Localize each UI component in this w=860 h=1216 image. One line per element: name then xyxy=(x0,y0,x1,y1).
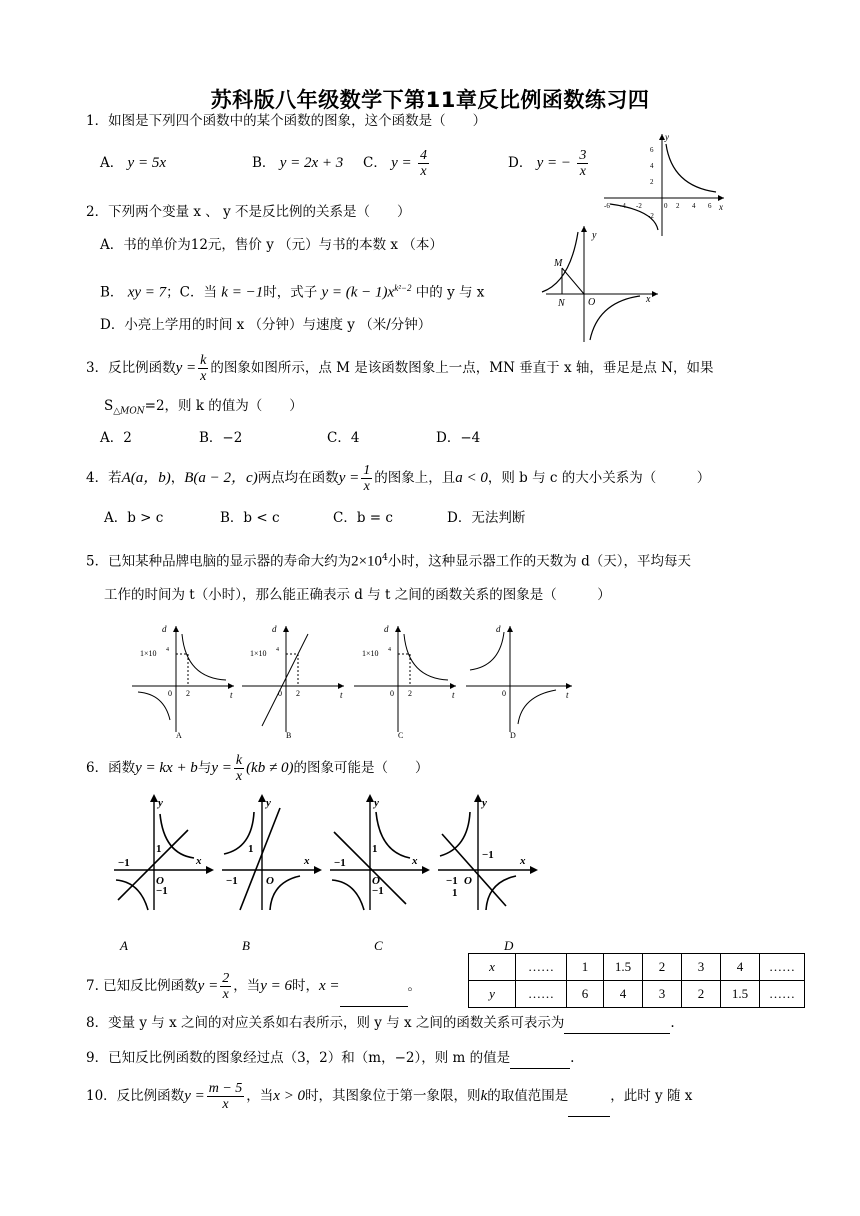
q6-post: 的图象可能是（ ） xyxy=(293,760,429,776)
fraction-numerator: k xyxy=(235,753,243,768)
q1-graph-ytick: -2 xyxy=(648,212,654,220)
q5-c-val-exp: 4 xyxy=(388,647,391,653)
q7-cond: y = 6 xyxy=(260,978,292,994)
q6-d-o: O xyxy=(464,875,472,887)
q5-lifetime-exp: 4 xyxy=(382,553,388,563)
q3-pre: 3．反比例函数 xyxy=(86,360,176,376)
q2-option-c-expr: y = (k − 1)x xyxy=(321,284,395,301)
q3-option-b[interactable]: B．−2 xyxy=(199,430,243,446)
q6-a-neg-one-2: −1 xyxy=(156,885,168,897)
table-cell: …… xyxy=(516,954,567,981)
q1-graph-xtick: -6 xyxy=(604,202,610,210)
fraction-denominator: x xyxy=(363,479,370,494)
q1-graph-xtick: 4 xyxy=(692,202,696,210)
q7-frac-pre: y = xyxy=(197,978,219,994)
table-cell: 3 xyxy=(643,981,682,1008)
q6-b-one: 1 xyxy=(248,843,254,855)
q6-d-letter: D xyxy=(504,938,514,953)
q7-answer-blank[interactable] xyxy=(340,966,408,1007)
q1-graph-xtick: 0 xyxy=(664,202,668,210)
q10-pre: 10．反比例函数 xyxy=(86,1088,185,1104)
table-cell: y xyxy=(469,981,516,1008)
q5-a-zero: 0 xyxy=(168,689,172,698)
q3-graph xyxy=(540,222,662,344)
q5-a-d: d xyxy=(162,624,167,634)
q5-d-t: t xyxy=(566,690,569,700)
table-cell: …… xyxy=(760,954,805,981)
fraction-denominator: x xyxy=(579,164,586,179)
q7-post: 。 xyxy=(407,978,422,994)
q1-option-a[interactable] xyxy=(100,153,166,173)
q6-a-x: x xyxy=(196,855,202,867)
q7-mid2: 时， xyxy=(291,978,319,994)
q3-graph-x-label: x xyxy=(646,294,651,305)
q9-text: 9．已知反比例函数的图象经过点（3，2）和（m，−2），则 m 的值是 xyxy=(86,1050,511,1066)
table-cell: 1.5 xyxy=(721,981,760,1008)
q5-c-val: 1×10 xyxy=(362,649,379,658)
q1-option-d-label: D． xyxy=(508,155,533,171)
fraction-denominator: x xyxy=(222,1097,229,1112)
q6-stem xyxy=(86,748,428,788)
q6-b-o: O xyxy=(266,875,274,887)
q2-stem: 2．下列两个变量 x 、 y 不是反比例的关系是（ ） xyxy=(86,204,411,220)
q1-option-d-pre: y = − xyxy=(536,155,572,171)
q6-b-y: y xyxy=(266,797,271,809)
q5-b-val: 1×10 xyxy=(250,649,267,658)
q6-c-letter: C xyxy=(374,938,383,953)
q8-text: 8．变量 y 与 x 之间的对应关系如右表所示，则 y 与 x 之间的函数关系可表示为 xyxy=(86,1015,565,1031)
q6-d-neg-one-2: −1 xyxy=(446,875,458,887)
q2-option-c-exp: k²−2 xyxy=(394,283,412,293)
q5-d-zero: 0 xyxy=(502,689,506,698)
q1-graph-xtick: 2 xyxy=(676,202,680,210)
q3-graph-origin: O xyxy=(588,297,596,308)
q7-pre: 7. 已知反比例函数 xyxy=(86,978,198,994)
q6-a-y: y xyxy=(158,797,163,809)
q3-option-a[interactable]: A．2 xyxy=(100,430,132,446)
q4-cond: a < 0 xyxy=(455,470,488,486)
q3-s: S xyxy=(104,398,114,414)
q1-option-a-expr: y = 5x xyxy=(127,155,166,171)
table-cell: …… xyxy=(760,981,805,1008)
q6-b-letter: B xyxy=(242,938,250,953)
fraction-denominator: x xyxy=(222,987,229,1002)
q3-s-sub: △MON xyxy=(113,406,145,417)
q5-d-d: d xyxy=(496,624,501,634)
q6-c-neg-one: −1 xyxy=(334,857,346,869)
q4-frac-pre: y = xyxy=(338,470,360,486)
q6-fraction xyxy=(234,753,244,784)
table-cell: 1 xyxy=(567,954,604,981)
value-table xyxy=(468,953,805,1008)
table-cell: 2 xyxy=(682,981,721,1008)
q6-graph-d[interactable] xyxy=(438,794,538,910)
q9-answer-blank[interactable] xyxy=(510,1048,570,1069)
q1-graph-xtick: -4 xyxy=(620,202,626,210)
q6-c-one: 1 xyxy=(372,843,378,855)
q2-option-b-expr: xy = 7 xyxy=(127,284,167,301)
q5-c-d: d xyxy=(384,624,389,634)
q6-b-x: x xyxy=(304,855,310,867)
fraction-numerator: m − 5 xyxy=(208,1081,243,1096)
fraction-denominator: x xyxy=(420,164,427,179)
fraction-numerator: 3 xyxy=(579,148,587,163)
q6-cond: (kb ≠ 0) xyxy=(246,760,294,776)
q10-frac-pre: y = xyxy=(184,1088,205,1104)
q2-option-bc[interactable] xyxy=(100,278,484,303)
q5-graphs xyxy=(126,620,586,744)
table-row xyxy=(469,954,805,981)
q6-graph-c[interactable] xyxy=(330,794,430,910)
q6-frac-pre: y = xyxy=(211,760,232,776)
q1-option-c-fraction xyxy=(418,148,429,179)
q4-option-c[interactable]: C．b = c xyxy=(333,510,393,526)
q6-a-letter: A xyxy=(120,938,128,953)
q5-b-letter: B xyxy=(286,731,292,740)
q8-post: . xyxy=(670,1015,675,1031)
q7-stem xyxy=(86,966,421,1007)
q5-c-zero: 0 xyxy=(390,689,394,698)
q4-point-b: B(a − 2，c) xyxy=(184,470,258,486)
q1-graph-xtick: -2 xyxy=(636,202,642,210)
q6-mid: 与 xyxy=(197,760,212,776)
q5-graph-a[interactable] xyxy=(132,624,234,740)
q1-option-a-label: A． xyxy=(100,155,124,171)
q2-option-a[interactable]: A．书的单价为12元，售价 y （元）与书的本数 x （本） xyxy=(100,237,443,253)
q3-option-d[interactable]: D．−4 xyxy=(436,430,481,446)
fraction-numerator: 2 xyxy=(222,971,230,986)
q6-d-neg-one: −1 xyxy=(482,849,494,861)
q1-stem: 1．如图是下列四个函数中的某个函数的图象，这个函数是（ ） xyxy=(86,113,487,129)
table-cell: …… xyxy=(516,981,567,1008)
q6-d-one: 1 xyxy=(452,887,458,899)
q5-a-val: 1×10 xyxy=(140,649,157,658)
q2-option-c-mid: 时，式子 xyxy=(263,284,318,301)
q6-graph-b[interactable] xyxy=(222,794,322,910)
q1-option-d-fraction xyxy=(577,148,588,179)
q6-pre: 6．函数 xyxy=(86,760,136,776)
fraction-numerator: 1 xyxy=(363,463,371,478)
q6-c-neg-one-2: −1 xyxy=(372,885,384,897)
q6-a-neg-one: −1 xyxy=(118,857,130,869)
q5-c-t: t xyxy=(452,690,455,700)
q4-mid2: 的图象上，且 xyxy=(374,470,456,486)
q1-option-c-label: C． xyxy=(363,155,387,171)
q2-option-c-post: 中的 y 与 x xyxy=(415,284,485,301)
q4-sep: ， xyxy=(170,470,185,486)
q6-a-one: 1 xyxy=(156,843,162,855)
q3-fraction xyxy=(198,353,208,384)
q5-graph-d[interactable] xyxy=(466,624,572,740)
q5-a-t: t xyxy=(230,690,233,700)
table-cell: x xyxy=(469,954,516,981)
q4-stem xyxy=(86,458,710,498)
q6-d-x: x xyxy=(520,855,526,867)
q7-fraction xyxy=(220,971,231,1002)
q5-c-two: 2 xyxy=(408,689,412,698)
q10-mid2: 时，其图象位于第一象限，则 xyxy=(305,1088,481,1104)
q6-graph-a[interactable] xyxy=(114,794,214,910)
q3-graph-y-label: y xyxy=(592,230,597,241)
q7-ask: x = xyxy=(318,978,340,994)
q4-option-d[interactable]: D．无法判断 xyxy=(447,510,526,526)
q6-c-x: x xyxy=(412,855,418,867)
q2-option-d[interactable]: D．小亮上学用的时间 x （分钟）与速度 y （米/分钟） xyxy=(100,317,432,333)
q2-option-b-label: B． xyxy=(100,284,124,301)
table-cell: 4 xyxy=(721,954,760,981)
q5-b-val-exp: 4 xyxy=(276,647,279,653)
q8-answer-blank[interactable] xyxy=(564,1013,670,1034)
q5-d-letter: D xyxy=(510,731,516,740)
q5-graph-b[interactable] xyxy=(242,624,344,740)
q5-b-zero: 0 xyxy=(278,689,282,698)
table-cell: 6 xyxy=(567,981,604,1008)
q10-var-k: k xyxy=(480,1088,488,1104)
fraction-denominator: x xyxy=(200,369,207,384)
q1-graph-xtick: 6 xyxy=(708,202,712,210)
q1-curve-upper xyxy=(666,144,716,192)
q4-fraction xyxy=(361,463,372,494)
q1-graph-ytick: 6 xyxy=(650,146,654,154)
q10-mid: ，当 xyxy=(246,1088,274,1104)
q5-line1-post: 小时，这种显示器工作的天数为 d（天），平均每天 xyxy=(387,553,691,570)
q5-a-letter: A xyxy=(176,731,182,740)
table-cell: 2 xyxy=(643,954,682,981)
q6-c-o: O xyxy=(372,875,380,887)
q1-option-b-label: B． xyxy=(252,155,276,171)
q3-line2-post: =2，则 k 的值为（ ） xyxy=(144,398,303,414)
q5-a-two: 2 xyxy=(186,689,190,698)
q2-option-c-k: k = −1 xyxy=(221,284,264,301)
table-cell: 1.5 xyxy=(604,954,643,981)
fraction-denominator: x xyxy=(235,769,243,784)
table-cell: 4 xyxy=(604,981,643,1008)
q2-option-c-label: ；C．当 xyxy=(166,284,217,301)
q10-answer-blank[interactable] xyxy=(568,1076,610,1117)
table-cell: 3 xyxy=(682,954,721,981)
q3-graph-point-m: M xyxy=(554,258,563,269)
q3-line2 xyxy=(104,396,303,422)
q4-point-a: A(a，b) xyxy=(121,470,171,486)
fraction-numerator: 4 xyxy=(419,148,427,163)
q6-a-o: O xyxy=(156,875,164,887)
q4-option-a[interactable]: A．b > c xyxy=(104,510,164,526)
q6-d-y: y xyxy=(482,797,487,809)
q5-line1-pre: 5．已知某种品牌电脑的显示器的寿命大约为 xyxy=(86,553,352,570)
q10-mid3: 的取值范围是 xyxy=(487,1088,569,1104)
q3-graph-point-n: N xyxy=(558,298,565,309)
q5-b-d: d xyxy=(272,624,277,634)
q5-a-val-exp: 4 xyxy=(166,647,169,653)
q6-c-y: y xyxy=(374,797,379,809)
q6-b-neg-one: −1 xyxy=(226,875,238,887)
q5-b-t: t xyxy=(340,690,343,700)
q1-graph-y-label: y xyxy=(665,132,669,142)
q5-b-two: 2 xyxy=(296,689,300,698)
q1-graph-x-label: x xyxy=(719,202,723,212)
q7-mid: ，当 xyxy=(233,978,261,994)
q5-line2: 工作的时间为 t（小时），那么能正确表示 d 与 t 之间的函数关系的图象是（ ） xyxy=(104,587,611,603)
q5-c-letter: C xyxy=(398,731,404,740)
fraction-numerator: k xyxy=(200,353,207,368)
q1-graph-ytick: 4 xyxy=(650,162,654,170)
page-title: 苏科版八年级数学下第11章反比例函数练习四 xyxy=(210,88,650,112)
q10-fraction xyxy=(207,1081,245,1112)
q4-pre: 4．若 xyxy=(86,470,122,486)
q1-option-d[interactable] xyxy=(508,144,590,182)
q9-post: . xyxy=(570,1050,575,1066)
q1-option-c[interactable] xyxy=(363,144,431,182)
q4-post: ，则 b 与 c 的大小关系为（ ） xyxy=(487,470,711,486)
q1-option-b-expr: y = 2x + 3 xyxy=(279,155,344,171)
q5-graph-c[interactable] xyxy=(354,624,456,740)
q8-stem xyxy=(86,1013,675,1034)
q9-stem xyxy=(86,1048,574,1069)
q3-frac-pre: y = xyxy=(175,360,197,376)
q10-stem xyxy=(86,1076,692,1117)
q1-option-c-pre: y = xyxy=(391,155,412,171)
q6-graphs xyxy=(110,792,540,958)
q6-expr1: y = kx + b xyxy=(135,760,198,776)
q1-option-b[interactable] xyxy=(252,153,343,173)
table-row xyxy=(469,981,805,1008)
q5-lifetime: 2×10 xyxy=(351,553,383,570)
q4-mid: 两点均在函数 xyxy=(257,470,339,486)
q3-stem xyxy=(86,348,713,388)
q5-line1 xyxy=(86,548,691,572)
q10-cond: x > 0 xyxy=(273,1088,306,1104)
q1-graph-ytick: 2 xyxy=(650,178,654,186)
q4-option-b[interactable]: B．b < c xyxy=(220,510,280,526)
q3-post: 的图象如图所示，点 M 是该函数图象上一点，MN 垂直于 x 轴，垂足是点 N，如果 xyxy=(210,360,714,376)
q3-option-c[interactable]: C．4 xyxy=(327,430,360,446)
q10-post: ，此时 y 随 x xyxy=(610,1088,693,1104)
q3-curve-lower xyxy=(590,296,640,340)
